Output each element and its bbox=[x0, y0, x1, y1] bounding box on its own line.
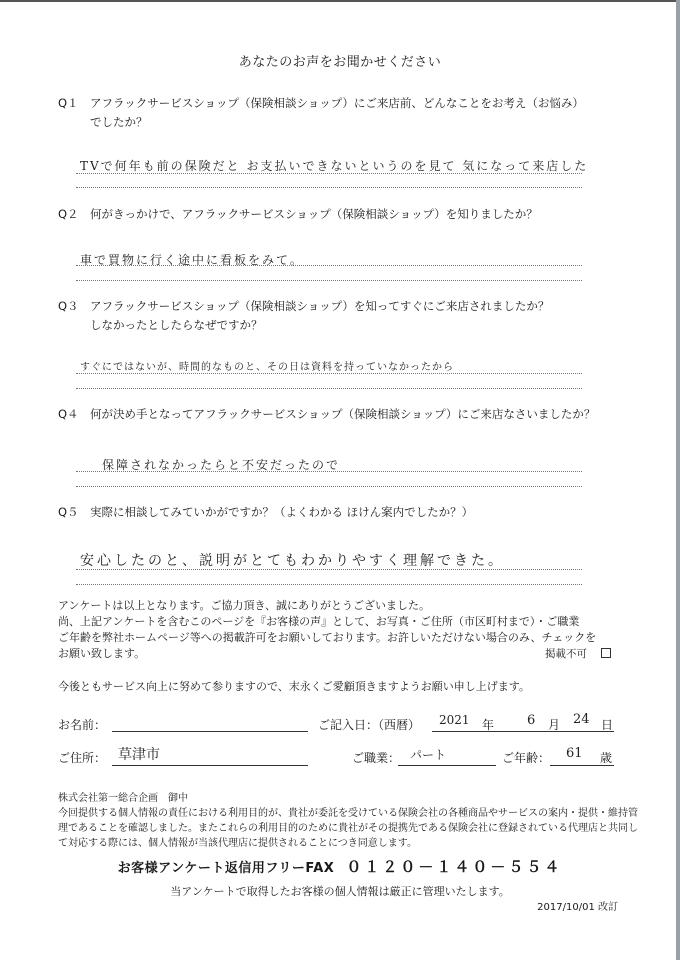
year-unit: 年 bbox=[482, 718, 495, 732]
answer-2: 車で買物に行く途中に看板をみて。 bbox=[80, 253, 304, 267]
question-number: Q２ bbox=[58, 207, 79, 221]
answer-line bbox=[76, 584, 582, 585]
occupation-value: パート bbox=[410, 748, 447, 762]
answer-line bbox=[76, 173, 582, 174]
age-unit: 歳 bbox=[600, 751, 613, 765]
question-number: Q３ bbox=[58, 299, 79, 313]
question-4 bbox=[58, 405, 595, 424]
answer-3: すぐにではないが、時間的なものと、その日は資料を持っていなかったから bbox=[80, 362, 454, 373]
name-label: お名前： bbox=[58, 718, 107, 732]
top-border bbox=[0, 0, 680, 2]
publication-optout bbox=[545, 646, 611, 661]
month-unit: 月 bbox=[548, 718, 561, 732]
question-number: Q５ bbox=[58, 505, 79, 519]
optout-checkbox[interactable] bbox=[601, 648, 611, 658]
company-addressee: 株式会社第一総合企画 御中 bbox=[58, 793, 188, 804]
occupation-field[interactable] bbox=[398, 765, 496, 766]
question-1 bbox=[58, 94, 584, 132]
answer-5: 安心したのと、説明がとてもわかりやすく理解できた。 bbox=[80, 553, 505, 569]
date-label: ご記入日：（西暦） bbox=[318, 718, 421, 732]
name-field[interactable] bbox=[112, 731, 308, 732]
right-border bbox=[676, 0, 680, 960]
question-text: 実際に相談してみていかがですか？（よくわかる ほけん案内でしたか？） bbox=[90, 505, 474, 519]
fax-number: ０１２０－１４０－５５４ bbox=[346, 858, 563, 876]
answer-4: 保障されなかったらと不安だったので bbox=[102, 458, 341, 472]
fax-line bbox=[0, 856, 680, 877]
date-day: 24 bbox=[573, 712, 590, 727]
question-3 bbox=[58, 297, 549, 335]
notice-line: アンケートは以上となります。ご協力頂き、誠にありがとうございました。 bbox=[58, 599, 431, 612]
age-value: 61 bbox=[566, 746, 583, 761]
answer-line bbox=[76, 187, 582, 188]
question-number: Q１ bbox=[58, 96, 79, 110]
address-value: 草津市 bbox=[118, 747, 160, 763]
day-unit: 日 bbox=[601, 718, 614, 732]
question-text-cont: しなかったとしたらなぜですか？ bbox=[90, 318, 263, 332]
age-field[interactable] bbox=[550, 765, 614, 766]
answer-line bbox=[76, 569, 582, 570]
question-2 bbox=[58, 205, 538, 224]
address-label: ご住所： bbox=[58, 751, 107, 765]
privacy-management-note: 当アンケートで取得したお客様の個人情報は厳正に管理いたします。 bbox=[170, 885, 510, 898]
answer-line bbox=[76, 388, 582, 389]
answer-line bbox=[76, 265, 582, 266]
date-field[interactable] bbox=[432, 731, 614, 732]
age-label: ご年齢： bbox=[502, 751, 551, 765]
fax-label: お客様アンケート返信用フリーFAX bbox=[117, 861, 335, 876]
notice-line: お願い致します。 bbox=[58, 647, 146, 660]
date-month: 6 bbox=[527, 713, 536, 728]
answer-line bbox=[76, 373, 582, 374]
answer-line bbox=[76, 486, 582, 487]
revision-date: 2017/10/01 改訂 bbox=[537, 902, 618, 913]
closing-message: 今後ともサービス向上に努めて参りますので、末永くご愛顧頂きますようお願い申し上げます。 bbox=[58, 680, 530, 693]
date-year: 2021 bbox=[439, 713, 470, 727]
question-text-cont: でしたか？ bbox=[90, 115, 148, 129]
notice-block bbox=[58, 598, 596, 662]
question-text: アフラックサービスショップ（保険相談ショップ）を知ってすぐにご来店されましたか？ bbox=[90, 299, 550, 313]
answer-1: TVで何年も前の保険だと お支払いできないというのを見て 気になって来店した bbox=[80, 159, 589, 173]
page-title: あなたのお声をお聞かせください bbox=[238, 55, 442, 70]
question-number: Q４ bbox=[58, 407, 79, 421]
address-field[interactable] bbox=[112, 765, 308, 766]
question-text: 何が決め手となってアフラックサービスショップ（保険相談ショップ）にご来店なさいましたか？ bbox=[90, 407, 596, 421]
notice-line: 尚、上記アンケートを含むこのページを『お客様の声』として、お写真・ご住所（市区町村まで）・ご職業 bbox=[58, 615, 580, 628]
answer-line bbox=[76, 471, 582, 472]
occupation-label: ご職業： bbox=[352, 751, 401, 765]
answer-line bbox=[76, 280, 582, 281]
notice-line: ご年齢を弊社ホームページ等への掲載許可をお願いしております。お許しいただけない場合のみ、チェックを bbox=[58, 631, 597, 644]
optout-label: 掲載不可 bbox=[545, 648, 587, 660]
question-text: アフラックサービスショップ（保険相談ショップ）にご来店前、どんなことをお考え（お悩み） bbox=[90, 96, 584, 110]
question-5 bbox=[58, 503, 473, 522]
question-text: 何がきっかけで、アフラックサービスショップ（保険相談ショップ）を知りましたか？ bbox=[90, 207, 538, 221]
privacy-consent: 今回提供する個人情報の責任における利用目的が、貴社が委託を受けている保険会社の各種商品やサービスの案内・提供・維持管理であることを確認しました。またこれらの利用目的のために貴社がその提携先である保険会社に登録されている代理店と共同して対応する際には、個人情報が当該代理店に提供されることにつき同意します。 bbox=[58, 808, 638, 849]
